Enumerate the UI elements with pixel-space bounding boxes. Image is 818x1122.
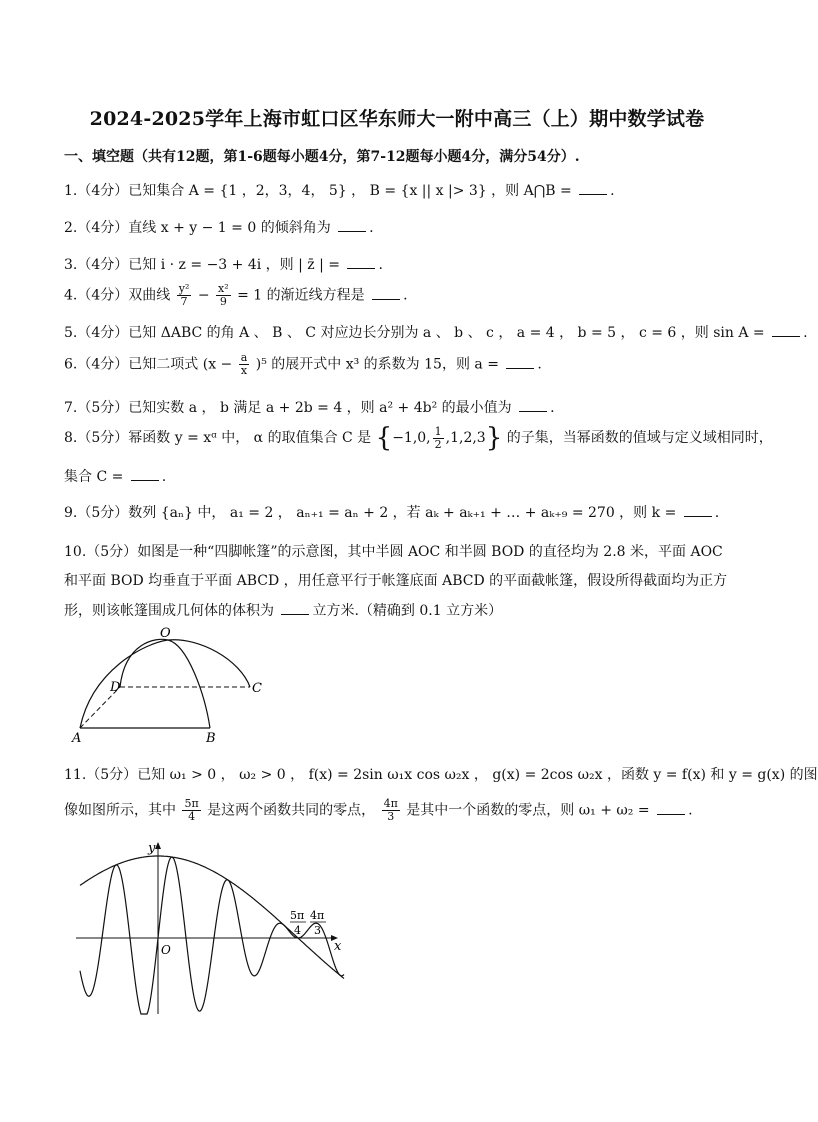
- function-graph: [72, 838, 352, 1018]
- answer-blank[interactable]: [131, 469, 159, 481]
- question-3: 3.（4分）已知 i · z = −3 + 4i ，则 | z̄ | = .: [64, 257, 383, 273]
- answer-blank[interactable]: [684, 505, 712, 517]
- answer-blank[interactable]: [338, 220, 366, 232]
- label-O: O: [160, 626, 171, 641]
- page-title: 2024-2025学年上海市虹口区华东师大一附中高三（上）期中数学试卷: [89, 108, 705, 130]
- answer-blank[interactable]: [519, 400, 547, 412]
- question-10: 10.（5分）如图是一种“四脚帐篷”的示意图，其中半圆 AOC 和半圆 BOD 的直径均为 2.8 米，平面 AOC: [64, 544, 723, 560]
- g-curve: [80, 856, 344, 979]
- question-10-line3: 形，则该帐篷围成几何体的体积为 立方米.（精确到 0.1 立方米）: [64, 603, 503, 619]
- question-7: 7.（5分）已知实数 a ， b 满足 a + 2b = 4 ，则 a² + 4b² 的最小值为 .: [64, 400, 555, 416]
- zero-label-5pi4-den: 4: [294, 924, 301, 937]
- question-8-line2: 集合 C = .: [64, 469, 167, 485]
- label-C: C: [252, 681, 262, 696]
- question-2: 2.（4分）直线 x + y − 1 = 0 的倾斜角为 .: [64, 220, 374, 236]
- question-10-line2: 和平面 BOD 均垂直于平面 ABCD ，用任意平行于帐篷底面 ABCD 的平面截帐篷，假设所得截面均为正方: [64, 573, 728, 589]
- y-axis-label: y: [148, 841, 156, 856]
- answer-blank[interactable]: [657, 803, 685, 815]
- x-axis-label: x: [334, 939, 342, 954]
- question-11: 11.（5分）已知 ω₁ > 0 ， ω₂ > 0 ， f(x) = 2sin ω₁x cos ω₂x ， g(x) = 2cos ω₂x ，函数 y = f(x) 和 y = g(x) 的图: [64, 767, 818, 783]
- label-D: D: [110, 680, 121, 695]
- question-11-line2: 像如图所示，其中 $\frac{5\pi}{4}$ 是这两个函数共同的零点， $\frac{4\pi}{3}$ 是其中一个函数的零点，则 ω₁ + ω₂ = .: [64, 797, 693, 823]
- zero-label-4pi3-num: 4π: [310, 909, 325, 922]
- question-4: 4.（4分）双曲线 $\frac{\text{y²}}{7}$ − $\frac{\text{x²}}{9}$ = 1 的渐近线方程是 .: [64, 282, 408, 308]
- section-heading: 一、填空题（共有12题，第1-6题每小题4分，第7-12题每小题4分，满分54分）.: [64, 149, 580, 165]
- zero-label-5pi4-num: 5π: [290, 909, 305, 922]
- f-curve: [80, 857, 344, 1014]
- tent-figure: [70, 625, 270, 750]
- zero-label-4pi3-den: 3: [314, 924, 321, 937]
- origin-label: O: [161, 943, 171, 957]
- answer-blank[interactable]: [372, 288, 400, 300]
- question-9: 9.（5分）数列 {aₙ} 中， a₁ = 2 ， aₙ₊₁ = aₙ + 2 ，若 aₖ + aₖ₊₁ + … + aₖ₊₉ = 270 ，则 k = .: [64, 505, 720, 521]
- question-5: 5.（4分）已知 ΔABC 的角 A 、 B 、 C 对应边长分别为 a 、 b 、 c ， a = 4 ， b = 5 ， c = 6 ，则 sin A = .: [64, 325, 808, 341]
- question-1: 1.（4分）已知集合 A = {1 ，2，3，4， 5} ， B = {x || x |> 3} ，则 A⋂B = .: [64, 183, 615, 199]
- answer-blank[interactable]: [506, 357, 534, 369]
- answer-blank[interactable]: [347, 257, 375, 269]
- question-8: 8.（5分）幂函数 y = xᵅ 中， α 的取值集合 C 是 {−1,0, $\frac{1}{2}$ ,1,2,3} 的子集，当幂函数的值域与定义域相同时，: [64, 423, 773, 453]
- label-A: A: [72, 731, 82, 746]
- label-B: B: [206, 731, 216, 746]
- answer-blank[interactable]: [281, 603, 309, 615]
- question-6: 6.（4分）已知二项式 (x − $\frac{a}{x}$ )⁵ 的展开式中 x³ 的系数为 15，则 a = .: [64, 351, 542, 377]
- answer-blank[interactable]: [579, 183, 607, 195]
- answer-blank[interactable]: [772, 325, 800, 337]
